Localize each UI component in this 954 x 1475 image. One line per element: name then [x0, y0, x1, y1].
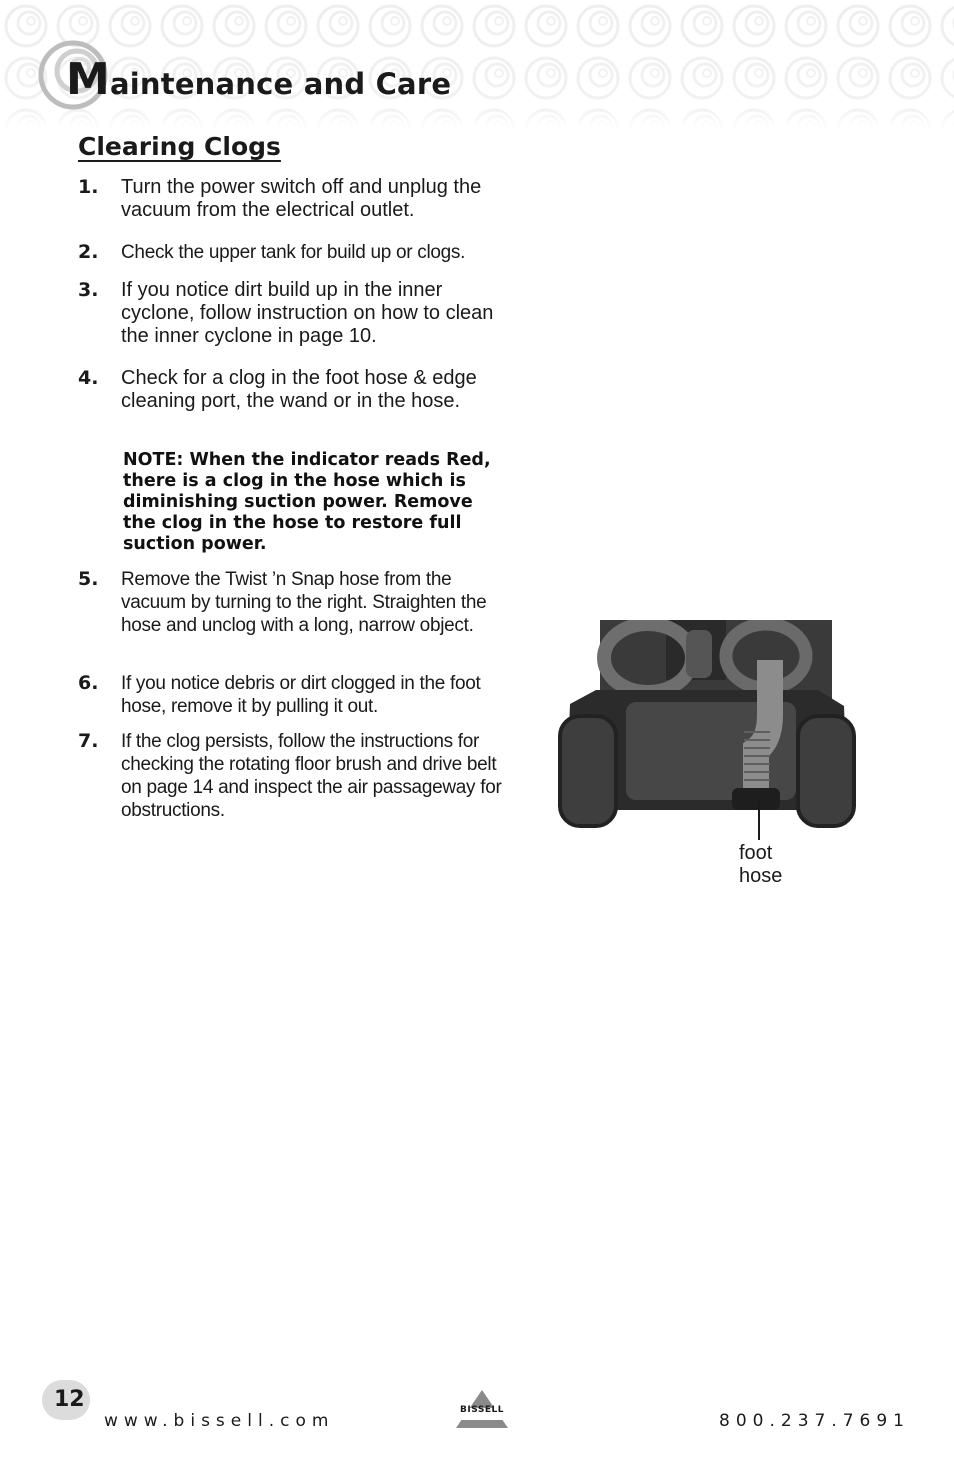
step-text: Remove the Twist ’n Snap hose from the vacuum by turning to the right. Straighten the hose and unclog with a long, narrow object.: [121, 569, 487, 636]
footer-phone: 800.237.7691: [719, 1411, 910, 1431]
step-number: 4.: [78, 367, 99, 389]
note-text: NOTE: When the indicator reads Red, there is a clog in the hose which is diminishing suction power. Remove the clog in the hose to restore full suction power.: [123, 450, 491, 554]
callout-leader-line: [758, 800, 760, 840]
step-text: Turn the power switch off and unplug the vacuum from the electrical outlet.: [121, 176, 482, 221]
page-title: [66, 54, 452, 105]
page-title-initial: M: [66, 54, 110, 105]
foot-hose-callout: foot hose: [739, 842, 783, 887]
step-text: If you notice dirt build up in the inner cyclone, follow instruction on how to clean the inner cyclone in page 10.: [121, 279, 494, 347]
step-number: 5.: [78, 568, 99, 590]
step-number: 1.: [78, 176, 99, 198]
step-number: 2.: [78, 241, 99, 263]
page-title-rest: aintenance and Care: [110, 67, 452, 101]
step-number: 7.: [78, 730, 99, 752]
step-text: If you notice debris or dirt clogged in the foot hose, remove it by pulling it out.: [121, 673, 481, 717]
brand-logo-text: BISSELL: [460, 1405, 504, 1415]
step-text: Check the upper tank for build up or clogs.: [121, 242, 466, 263]
page-number: 12: [54, 1387, 85, 1412]
footer-website: www.bissell.com: [104, 1411, 335, 1431]
section-heading: Clearing Clogs: [78, 132, 281, 161]
step-number: 6.: [78, 672, 99, 694]
step-text: Check for a clog in the foot hose & edge cleaning port, the wand or in the hose.: [121, 367, 477, 412]
vacuum-foot-hose-photo: [556, 620, 856, 830]
step-number: 3.: [78, 279, 99, 301]
step-text: If the clog persists, follow the instructions for checking the rotating floor brush and drive belt on page 14 and inspect the air passageway for obstructions.: [121, 731, 502, 821]
